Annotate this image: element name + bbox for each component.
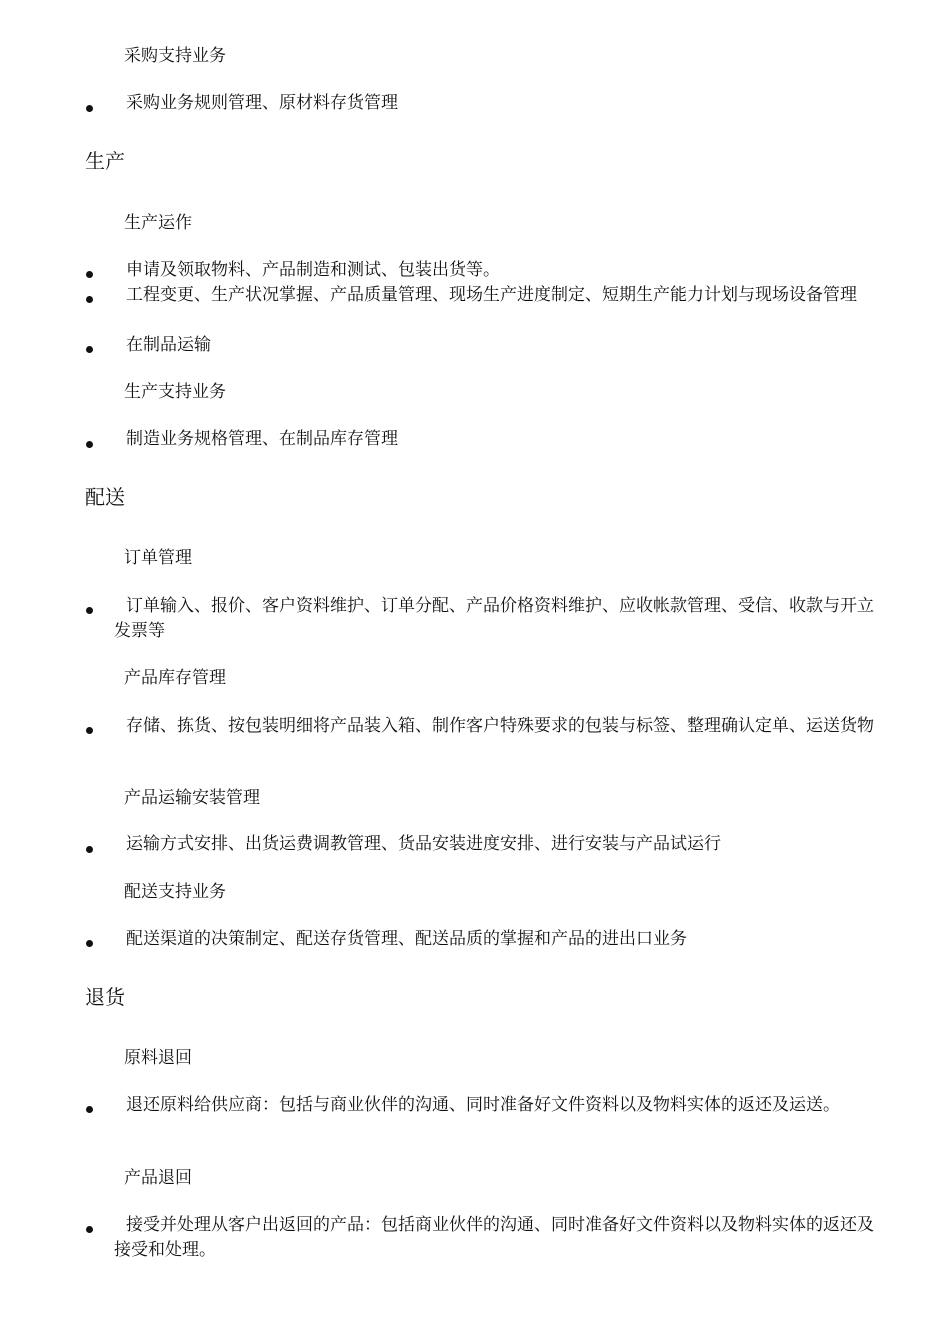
section-heading-returns: 退货 — [85, 985, 125, 1009]
bullet-icon — [86, 105, 93, 112]
list-item: 采购业务规则管理、原材料存货管理 — [126, 93, 398, 113]
subheading-transport-installation: 产品运输安装管理 — [124, 788, 260, 808]
bullet-icon — [86, 271, 93, 278]
list-item: 退还原料给供应商：包括与商业伙伴的沟通、同时准备好文件资料以及物料实体的返还及运送。 — [126, 1095, 840, 1115]
bullet-icon — [86, 727, 93, 734]
list-item: 配送渠道的决策制定、配送存货管理、配送品质的掌握和产品的进出口业务 — [126, 929, 687, 949]
bullet-icon — [86, 346, 93, 353]
subheading-distribution-support: 配送支持业务 — [124, 882, 226, 902]
list-item: 接受并处理从客户出返回的产品：包括商业伙伴的沟通、同时准备好文件资料以及物料实体的返还及接受和处理。 — [114, 1215, 874, 1260]
section-heading-production: 生产 — [85, 149, 125, 173]
subheading-production-operations: 生产运作 — [124, 213, 192, 233]
list-item: 工程变更、生产状况掌握、产品质量管理、现场生产进度制定、短期生产能力计划与现场设备管理 — [126, 285, 857, 305]
bullet-icon — [86, 296, 93, 303]
subheading-product-inventory: 产品库存管理 — [124, 668, 226, 688]
section-heading-distribution: 配送 — [85, 485, 125, 509]
list-item: 存储、拣货、按包装明细将产品装入箱、制作客户特殊要求的包装与标签、整理确认定单、运送货物 — [126, 716, 874, 736]
subheading-material-returns: 原料退回 — [124, 1048, 192, 1068]
subheading-production-support: 生产支持业务 — [124, 382, 226, 402]
bullet-icon — [86, 846, 93, 853]
list-item: 在制品运输 — [126, 335, 211, 355]
list-item: 运输方式安排、出货运费调教管理、货品安装进度安排、进行安装与产品试运行 — [126, 834, 721, 854]
bullet-icon — [86, 441, 93, 448]
bullet-icon — [86, 1226, 93, 1233]
list-item: 申请及领取物料、产品制造和测试、包装出货等。 — [126, 260, 500, 280]
bullet-icon — [86, 940, 93, 947]
subheading-procurement-support: 采购支持业务 — [124, 46, 226, 66]
bullet-icon — [86, 1106, 93, 1113]
subheading-order-management: 订单管理 — [124, 548, 192, 568]
list-item: 订单输入、报价、客户资料维护、订单分配、产品价格资料维护、应收帐款管理、受信、收款与开立发票等 — [114, 596, 874, 641]
list-item: 制造业务规格管理、在制品库存管理 — [126, 429, 398, 449]
bullet-icon — [86, 607, 93, 614]
subheading-product-returns: 产品退回 — [124, 1168, 192, 1188]
